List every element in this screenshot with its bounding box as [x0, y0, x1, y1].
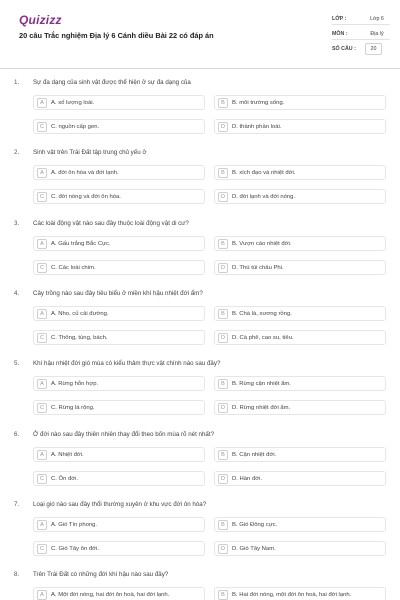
option-text: A. đới ôn hòa và đới lạnh. [51, 170, 119, 177]
option-letter-badge: A [37, 379, 47, 389]
answer-option-b[interactable] [214, 236, 386, 251]
page-title: 20 câu Trắc nghiệm Địa lý 6 Cánh diều Bài 22 có đáp án [19, 31, 214, 40]
question-text: Trên Trái Đất có những đới khí hậu nào sau đây? [33, 571, 169, 579]
answer-option-b[interactable] [214, 306, 386, 321]
answer-option-c[interactable] [33, 330, 205, 345]
question-number: 3. [14, 219, 20, 227]
option-text: C. Gió Tây ôn đới. [51, 545, 99, 552]
option-letter-badge: D [218, 122, 228, 132]
answer-option-c[interactable] [33, 541, 205, 556]
worksheet-header [0, 0, 400, 70]
option-letter-badge: A [37, 168, 47, 178]
question-block [0, 149, 400, 215]
answer-option-d[interactable] [214, 400, 386, 415]
meta-value: Địa lý [370, 31, 384, 37]
option-letter-badge: C [37, 474, 47, 484]
answer-option-c[interactable] [33, 400, 205, 415]
question-number: 2. [14, 149, 20, 157]
option-text: A. Gấu trắng Bắc Cực. [51, 240, 111, 247]
option-letter-badge: B [218, 168, 228, 178]
question-number: 4. [14, 289, 20, 297]
question-number: 5. [14, 360, 20, 368]
answer-option-b[interactable] [214, 165, 386, 180]
question-text: Sinh vật trên Trái Đất tập trung chủ yếu ở [33, 149, 147, 157]
answer-option-b[interactable] [214, 95, 386, 110]
question-block [0, 79, 400, 145]
option-letter-badge: A [37, 309, 47, 319]
option-text: B. Cận nhiệt đới. [232, 451, 277, 458]
question-block [0, 360, 400, 426]
option-text: D. Cà phê, cao su, tiêu. [232, 334, 294, 341]
question-number: 8. [14, 571, 20, 579]
question-number: 6. [14, 430, 20, 438]
option-letter-badge: B [218, 239, 228, 249]
option-text: B. Hai đới nóng, một đới ôn hoà, hai đới lạnh. [232, 592, 352, 599]
answer-option-a[interactable] [33, 95, 205, 110]
question-number: 7. [14, 500, 20, 508]
option-letter-badge: C [37, 544, 47, 554]
option-letter-badge: D [218, 333, 228, 343]
answer-option-d[interactable] [214, 119, 386, 134]
option-text: C. Ôn đới. [51, 475, 79, 482]
answer-option-a[interactable] [33, 306, 205, 321]
option-text: D. Gió Tây Nam. [232, 545, 276, 552]
option-letter-badge: D [218, 403, 228, 413]
option-text: A. Rừng hỗn hợp. [51, 381, 99, 388]
option-letter-badge: D [218, 544, 228, 554]
meta-label: SỐ CÂU : [332, 46, 356, 52]
meta-row-subject [332, 28, 390, 40]
option-letter-badge: A [37, 520, 47, 530]
option-text: D. thành phần loài. [232, 124, 282, 130]
option-text: D. đới lạnh và đới nóng. [232, 194, 296, 201]
answer-option-b[interactable] [214, 517, 386, 532]
answer-option-d[interactable] [214, 471, 386, 486]
answer-option-a[interactable] [33, 517, 205, 532]
option-letter-badge: B [218, 98, 228, 108]
answer-option-a[interactable] [33, 236, 205, 251]
option-text: B. Rừng cận nhiệt ẩm. [232, 381, 291, 388]
meta-value: Lớp 6 [370, 16, 384, 22]
option-text: A. Nho, củ cải đường. [51, 310, 109, 317]
question-block [0, 571, 400, 600]
option-letter-badge: C [37, 192, 47, 202]
answer-option-c[interactable] [33, 260, 205, 275]
option-text: A. số lượng loài. [51, 100, 95, 106]
answer-option-a[interactable] [33, 376, 205, 391]
answer-option-a[interactable] [33, 447, 205, 462]
option-text: B. Chà là, xương rồng. [232, 310, 292, 317]
answer-option-c[interactable] [33, 471, 205, 486]
question-block [0, 220, 400, 286]
option-letter-badge: C [37, 122, 47, 132]
option-letter-badge: D [218, 474, 228, 484]
question-block [0, 501, 400, 567]
meta-value: 20 [370, 46, 377, 52]
option-letter-badge: B [218, 379, 228, 389]
option-letter-badge: A [37, 590, 47, 600]
answer-option-d[interactable] [214, 330, 386, 345]
option-letter-badge: B [218, 450, 228, 460]
question-text: Cây trồng nào sau đây tiêu biểu ở miền khí hậu nhiệt đới ẩm? [33, 289, 203, 297]
option-text: D. Hàn đới. [232, 475, 263, 482]
answer-option-d[interactable] [214, 541, 386, 556]
option-text: C. Thông, tùng, bách. [51, 334, 108, 341]
header-divider [0, 68, 400, 69]
option-letter-badge: D [218, 192, 228, 202]
option-letter-badge: B [218, 309, 228, 319]
answer-option-b[interactable] [214, 447, 386, 462]
meta-label: LỚP : [332, 16, 347, 22]
option-letter-badge: C [37, 333, 47, 343]
question-text: Ở đới nào sau đây thiên nhiên thay đổi theo bốn mùa rõ nét nhất? [33, 430, 215, 438]
option-letter-badge: A [37, 239, 47, 249]
answer-option-b[interactable] [214, 376, 386, 391]
option-letter-badge: A [37, 98, 47, 108]
option-text: A. Một đới nóng, hai đới ôn hoà, hai đới lạnh. [51, 592, 170, 599]
option-letter-badge: A [37, 450, 47, 460]
option-text: B. môi trường sống. [232, 100, 285, 106]
question-text: Khí hậu nhiệt đới gió mùa có kiểu thảm thực vật chính nào sau đây? [33, 360, 221, 368]
answer-option-b[interactable] [214, 587, 386, 600]
option-text: C. nguồn cấp gen. [51, 124, 100, 130]
question-text: Các loài động vật nào sau đây thuộc loài động vật di cư? [33, 219, 189, 227]
question-count-box [365, 43, 382, 55]
question-number: 1. [14, 79, 20, 86]
answer-option-d[interactable] [214, 189, 386, 204]
quizizz-logo: Quizizz [19, 13, 62, 27]
option-text: B. xích đạo và nhiệt đới. [232, 170, 296, 177]
answer-option-a[interactable] [33, 587, 205, 600]
question-block [0, 431, 400, 497]
option-letter-badge: B [218, 520, 228, 530]
option-letter-badge: D [218, 263, 228, 273]
meta-row-grade [332, 13, 390, 25]
answer-option-c[interactable] [33, 119, 205, 134]
option-text: C. đới nóng và đới ôn hòa. [51, 194, 121, 201]
option-text: A. Gió Tín phong. [51, 521, 98, 528]
option-text: C. Các loài chim. [51, 264, 96, 271]
option-text: C. Rừng lá rộng. [51, 405, 95, 412]
option-letter-badge: C [37, 263, 47, 273]
answer-option-c[interactable] [33, 189, 205, 204]
option-letter-badge: C [37, 403, 47, 413]
question-text: Sự đa dạng của sinh vật được thể hiện ở sự đa dạng của [33, 79, 191, 86]
option-text: D. Thú túi châu Phi. [232, 264, 284, 271]
question-text: Loại gió nào sau đây thổi thường xuyên ở khu vực đới ôn hòa? [33, 500, 207, 508]
answer-option-d[interactable] [214, 260, 386, 275]
option-text: B. Vượn cáo nhiệt đới. [232, 240, 292, 247]
meta-label: MÔN : [332, 31, 348, 37]
answer-option-a[interactable] [33, 165, 205, 180]
option-letter-badge: B [218, 590, 228, 600]
question-block [0, 290, 400, 356]
option-text: D. Rừng nhiệt đới ẩm. [232, 405, 291, 412]
option-text: A. Nhiệt đới. [51, 451, 84, 458]
option-text: B. Gió Đông cực. [232, 521, 278, 528]
